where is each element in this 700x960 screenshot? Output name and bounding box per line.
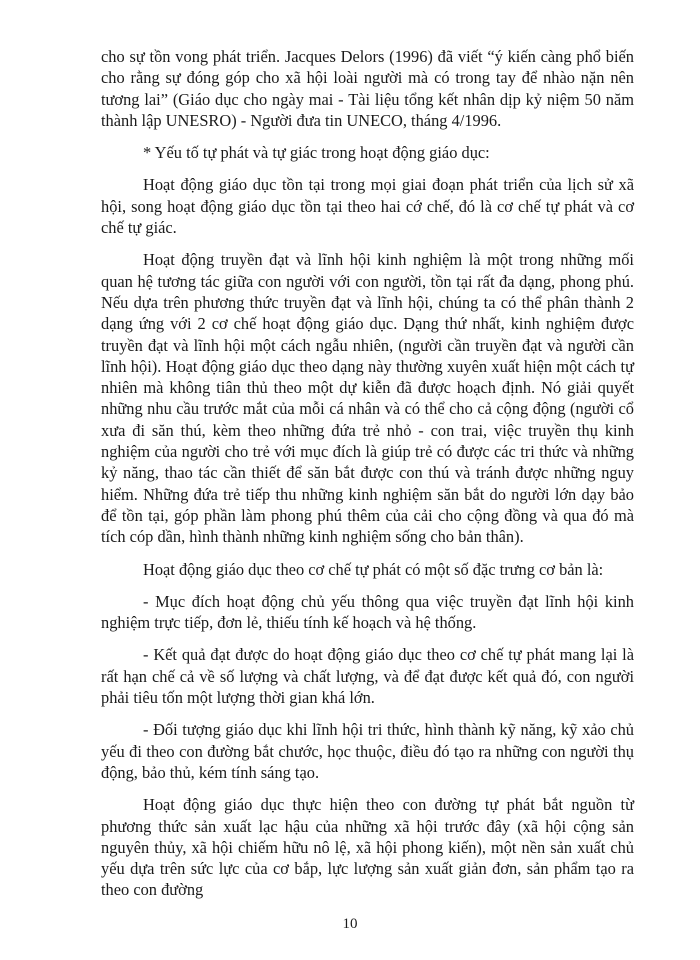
paragraph-origin-spontaneous: Hoạt động giáo dục thực hiện theo con đường tự phát bắt nguồn từ phương thức sản xuất lạc hậu của những xã hội trước đây (xã hội cộng sản nguyên thủy, xã hội chiếm hữu nô lệ, xã hội phong kiến), một nền sản xuất chủ yếu dựa trên sức lực của cơ bắp, lực lượng sản xuất giản đơn, sản phẩm tạo ra theo con đường: [101, 795, 634, 900]
section-heading-spontaneous-conscious: * Yếu tố tự phát và tự giác trong hoạt động giáo dục:: [143, 143, 490, 163]
paragraph-transmission-forms: Hoạt động truyền đạt và lĩnh hội kinh nghiệm là một trong những mối quan hệ tương tác giữa con người với con người, tồn tại rất đa dạng, phong phú. Nếu dựa trên phương thức truyền đạt và lĩnh hội, chúng ta có thể phân thành 2 dạng ứng với 2 cơ chế hoạt động giáo dục. Dạng thứ nhất, kinh nghiệm được truyền đạt và lĩnh hội một cách ngẫu nhiên, (người cần truyền đạt và người cần lĩnh hội). Hoạt động giáo dục theo dạng này thường xuyên xuất hiện một cách tự nhiên mà không tiân thủ theo một dự kiễn đã được hoạch định. Nó giải quyết những nhu cầu trước mắt của mỗi cá nhân và có thể cho cả cộng động (người cổ xưa đi săn thú, kèm theo những đứa trẻ nhỏ - con trai, việc truyền thụ kinh nghiệm của người cho trẻ với mục đích là giúp trẻ có được các tri thức và những kỷ năng, thao tác cần thiết để săn bắt được con thú và tránh được những nguy hiểm. Những đứa trẻ tiếp thu những kinh nghiệm săn bắt do người lớn dạy bảo để tồn tại, góp phần làm phong phú thêm của cải cho cộng đồng và qua đó mà tích cóp dần, hình thành những kinh nghiệm sống cho bản thân).: [101, 250, 634, 547]
list-item-result: - Kết quả đạt được do hoạt động giáo dục theo cơ chế tự phát mang lại là rất hạn chế cả về số lượng và chất lượng, và để đạt được kết quả đó, con người phải tiêu tốn một lượng thời gian khá lớn.: [101, 645, 634, 708]
list-item-purpose: - Mục đích hoạt động chủ yếu thông qua việc truyền đạt lĩnh hội kinh nghiệm trực tiếp, đơn lẻ, thiếu tính kế hoạch và hệ thống.: [101, 591, 634, 633]
page-number: 10: [342, 916, 358, 932]
paragraph-continuation-delors-quote: cho sự tồn vong phát triển. Jacques Delors (1996) đã viết “ý kiến càng phổ biến cho rằng sự đóng góp cho xã hội loài người mà có trong tay để nhào nặn nên tương lai” (Giáo dục cho ngày mai - Tài liệu tổng kết nhân dịp kỷ niệm 50 năm thành lập UNESRO) - Người đưa tin UNECO, tháng 4/1996.: [101, 47, 634, 130]
document-page: [101, 46, 634, 912]
paragraph-characteristics-intro: Hoạt động giáo dục theo cơ chế tự phát có một số đặc trưng cơ bản là:: [143, 559, 604, 579]
paragraph-two-mechanisms: Hoạt động giáo dục tồn tại trong mọi giai đoạn phát triển của lịch sử xã hội, song hoạt động giáo dục tồn tại theo hai cớ chế, đó là cơ chế tự phát và cơ chế tự giác.: [101, 175, 634, 238]
list-item-learner: - Đối tượng giáo dục khi lĩnh hội tri thức, hình thành kỹ năng, kỹ xảo chủ yếu đi theo con đường bắt chước, học thuộc, điều đó tạo ra những con người thụ động, bảo thủ, kém tính sáng tạo.: [101, 720, 634, 782]
